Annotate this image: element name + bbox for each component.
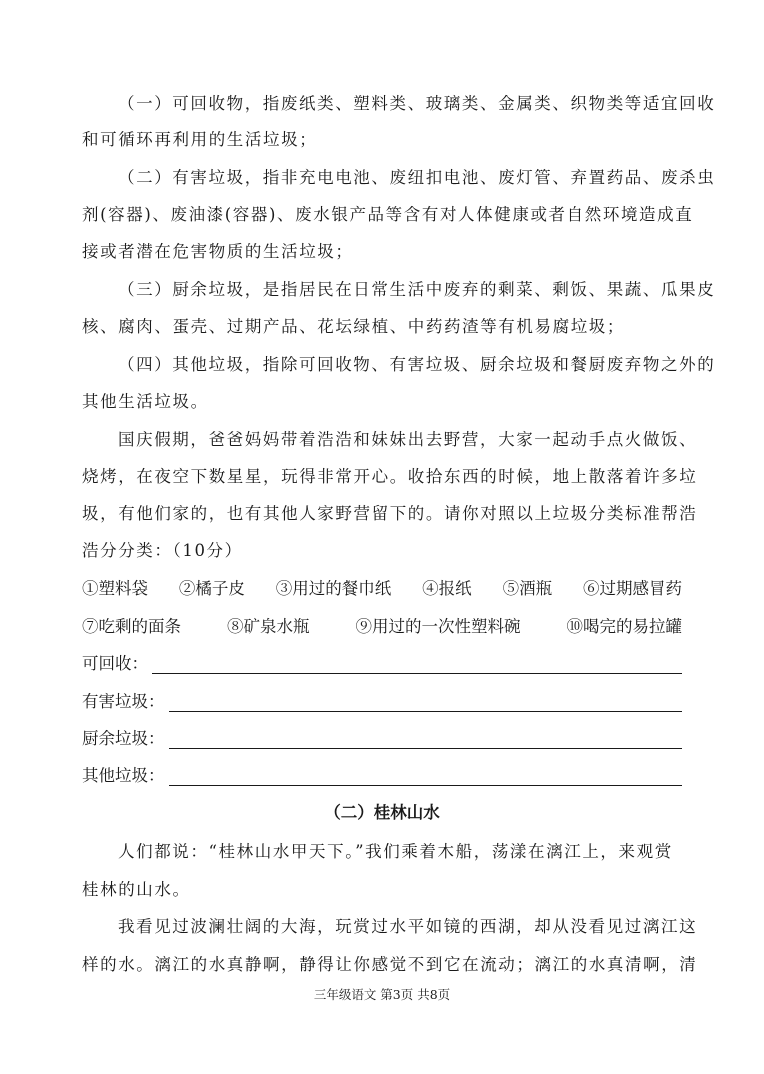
item-list-row-1	[82, 579, 682, 599]
category-3-line-1: （三）厨余垃圾，是指居民在日常生活中废弃的剩菜、剩饭、果蔬、瓜果皮	[118, 280, 716, 299]
category-2-line-1: （二）有害垃圾，指非充电电池、废纽扣电池、废灯管、弃置药品、废杀虫	[118, 168, 716, 187]
passage-p2-line-1: 我看见过波澜壮阔的大海，玩赏过水平如镜的西湖，却从没看见过漓江这	[118, 917, 698, 936]
category-4-line-1: （四）其他垃圾，指除可回收物、有害垃圾、厨余垃圾和餐厨废弃物之外的	[118, 355, 716, 374]
list-item: ⑥过期感冒药	[582, 579, 682, 598]
list-item: ⑩喝完的易拉罐	[566, 617, 682, 636]
question-line-4: 浩分分类：（10分）	[82, 541, 243, 560]
passage-p2-line-2: 样的水。漓江的水真静啊，静得让你感觉不到它在流动；漓江的水真清啊，清	[82, 955, 698, 974]
question-line-2: 烧烤，在夜空下数星星，玩得非常开心。收拾东西的时候，地上散落着许多垃	[82, 467, 698, 486]
question-line-1: 国庆假期，爸爸妈妈带着浩浩和妹妹出去野营，大家一起动手点火做饭、	[118, 430, 698, 449]
answer-blank-line[interactable]	[152, 657, 682, 674]
answer-label: 有害垃圾：	[82, 692, 165, 711]
answer-recyclable[interactable]	[82, 652, 682, 674]
category-2-line-2: 剂(容器)、废油漆(容器)、废水银产品等含有对人体健康或者自然环境造成直	[82, 205, 694, 224]
list-item: ④报纸	[422, 579, 472, 598]
answer-blank-line[interactable]	[169, 695, 683, 712]
category-2-line-3: 接或者潜在危害物质的生活垃圾；	[82, 242, 354, 261]
answer-kitchen[interactable]	[82, 727, 682, 749]
answer-blank-line[interactable]	[169, 769, 683, 786]
list-item: ⑧矿泉水瓶	[227, 617, 310, 636]
answer-label: 厨余垃圾：	[82, 729, 165, 748]
category-1-line-1: （一）可回收物，指废纸类、塑料类、玻璃类、金属类、织物类等适宜回收	[118, 94, 716, 113]
category-1-line-2: 和可循环再利用的生活垃圾；	[82, 130, 318, 149]
category-4-line-2: 其他生活垃圾。	[82, 392, 209, 411]
answer-hazardous[interactable]	[82, 690, 682, 712]
list-item: ⑨用过的一次性塑料碗	[355, 617, 521, 636]
category-3-line-2: 核、腐肉、蛋壳、过期产品、花坛绿植、中药药渣等有机易腐垃圾；	[82, 317, 625, 336]
answer-label: 其他垃圾：	[82, 766, 165, 785]
list-item: ①塑料袋	[82, 579, 148, 598]
list-item: ③用过的餐巾纸	[275, 579, 392, 598]
item-list-row-2	[82, 617, 682, 637]
answer-blank-line[interactable]	[169, 732, 683, 749]
question-line-3: 圾，有他们家的，也有其他人家野营留下的。请你对照以上垃圾分类标准帮浩	[82, 504, 698, 523]
answer-other[interactable]	[82, 764, 682, 786]
passage-p1-line-1: 人们都说：“桂林山水甲天下。”我们乘着木船，荡漾在漓江上，来观赏	[118, 842, 673, 861]
answer-label: 可回收：	[82, 654, 148, 673]
section-title: （二）桂林山水	[324, 803, 440, 822]
passage-p1-line-2: 桂林的山水。	[82, 880, 191, 899]
list-item: ⑦吃剩的面条	[82, 617, 181, 636]
list-item: ②橘子皮	[178, 579, 245, 598]
page-footer: 三年级语文 第3页 共8页	[313, 987, 451, 1002]
list-item: ⑤酒瓶	[502, 579, 553, 598]
